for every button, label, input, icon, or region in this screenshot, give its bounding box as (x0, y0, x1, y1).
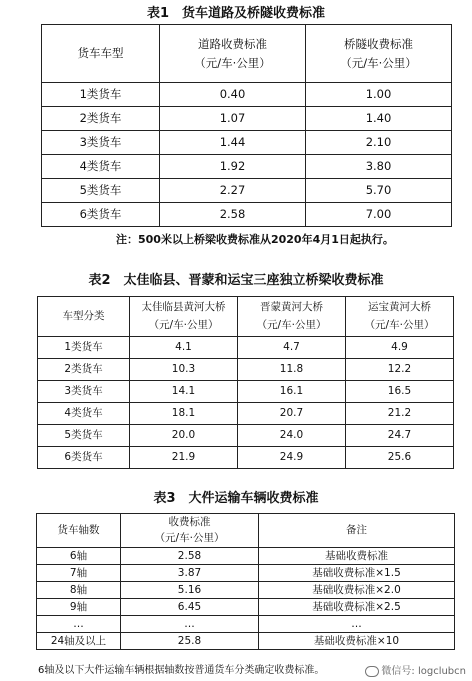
table-row: 5类货车 2.27 5.70 (42, 179, 452, 203)
table1-header-type: 货车车型 (42, 25, 160, 83)
table3-header-remark: 备注 (259, 514, 455, 548)
table3-note: 6轴及以下大件运输车辆根据轴数按普通货车分类确定收费标准。 (38, 665, 325, 676)
table-row: 2类货车 1.07 1.40 (42, 107, 452, 131)
table2-header-row (38, 297, 454, 337)
table-row: 1类货车 0.40 1.00 (42, 83, 452, 107)
table1-header-bridge: 桥隧收费标准 （元/车·公里） (306, 25, 452, 83)
watermark-text: 微信号: logclubcn (381, 666, 466, 677)
table2 (37, 296, 454, 469)
table1-title: 表1 货车道路及桥隧收费标准 (146, 6, 326, 21)
table-row: 6类货车 21.9 24.9 25.6 (38, 447, 454, 469)
table2-header-taijia: 太佳临县黄河大桥 （元/车·公里） (130, 297, 238, 337)
table1-note: 注：500米以上桥梁收费标准从2020年4月1日起执行。 (116, 233, 394, 246)
table2-title: 表2 太佳临县、晋蒙和运宝三座独立桥梁收费标准 (88, 273, 384, 288)
table3-header-row (37, 514, 455, 548)
table-row: 9轴 6.45 基础收费标准×2.5 (37, 599, 455, 616)
table3 (36, 513, 455, 650)
table3-header-axles: 货车轴数 (37, 514, 121, 548)
table-row: 3类货车 14.1 16.1 16.5 (38, 381, 454, 403)
table-row: 24轴及以上 25.8 基础收费标准×10 (37, 633, 455, 650)
table-row: 1类货车 4.1 4.7 4.9 (38, 337, 454, 359)
table-row: 5类货车 20.0 24.0 24.7 (38, 425, 454, 447)
wechat-icon (365, 666, 379, 677)
table-row: 6轴 2.58 基础收费标准 (37, 548, 455, 565)
table-row: 4类货车 18.1 20.7 21.2 (38, 403, 454, 425)
table1-header-row (42, 25, 452, 83)
table-row: 3类货车 1.44 2.10 (42, 131, 452, 155)
table-row: … … … (37, 616, 455, 633)
table-row: 4类货车 1.92 3.80 (42, 155, 452, 179)
table2-header-type: 车型分类 (38, 297, 130, 337)
table-row: 7轴 3.87 基础收费标准×1.5 (37, 565, 455, 582)
table-row: 6类货车 2.58 7.00 (42, 203, 452, 227)
table2-header-yunbao: 运宝黄河大桥 （元/车·公里） (346, 297, 454, 337)
table1 (41, 24, 452, 227)
table-row: 8轴 5.16 基础收费标准×2.0 (37, 582, 455, 599)
table-row: 2类货车 10.3 11.8 12.2 (38, 359, 454, 381)
table3-title: 表3 大件运输车辆收费标准 (153, 491, 319, 506)
table2-header-jinmeng: 晋蒙黄河大桥 （元/车·公里） (238, 297, 346, 337)
watermark (365, 662, 466, 677)
table3-header-standard: 收费标准 （元/车·公里） (121, 514, 259, 548)
table1-header-road: 道路收费标准 （元/车·公里） (160, 25, 306, 83)
